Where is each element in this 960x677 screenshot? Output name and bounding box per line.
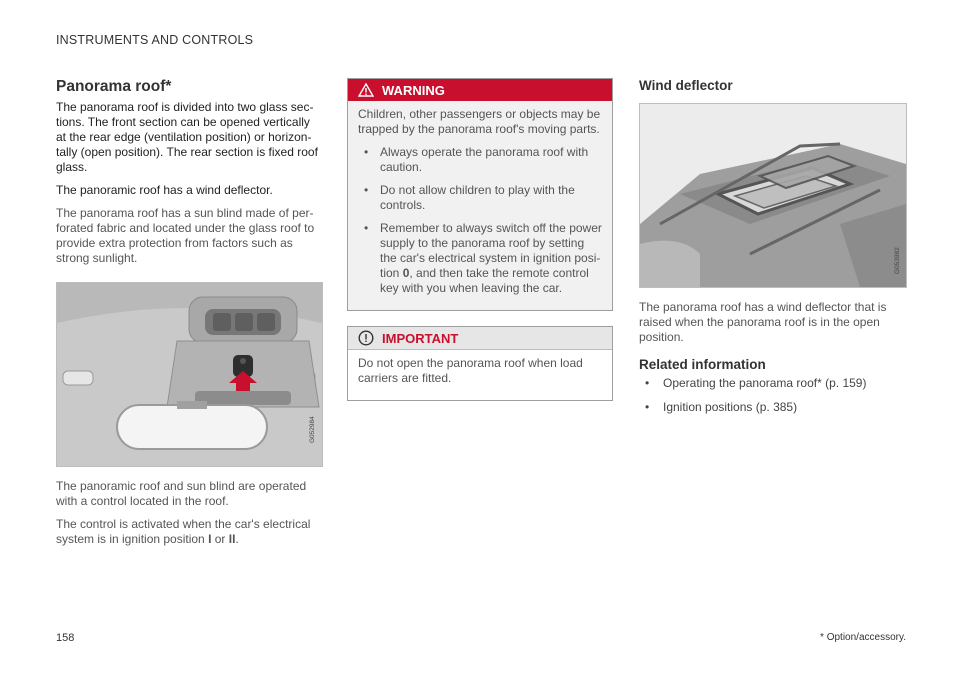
related-information-title: Related information [639, 357, 766, 372]
important-header [348, 327, 612, 350]
link-operating-panorama-roof[interactable]: Operating the panorama roof* (p. 159) [663, 376, 867, 390]
related-links [639, 376, 907, 415]
running-header: INSTRUMENTS AND CONTROLS [56, 33, 254, 47]
related-link-item [639, 376, 907, 391]
warning-intro: Children, other passengers or objects may be trapped by the panorama roof's moving parts. [358, 107, 601, 136]
warning-triangle-icon [358, 83, 374, 97]
wind-deflector-note: The panoramic roof has a wind deflector. [56, 183, 273, 197]
car-roof-drawing [640, 104, 906, 287]
figure-code: G053982 [894, 247, 901, 274]
link-ignition-positions[interactable]: Ignition positions (p. 385) [663, 400, 798, 414]
warning-bullet: • Remember to always switch off the power supply to the panorama roof by setting the car's electrical system in ignition posi-tion 0, and then take the remote control key with you when leaving the car. [358, 221, 602, 296]
page-number: 158 [56, 632, 75, 644]
important-text: Do not open the panorama roof when load carriers are fitted. [358, 356, 583, 385]
ignition-position-0: 0 [402, 266, 410, 280]
control-caption: The panoramic roof and sun blind are operated with a control located in the roof. [56, 479, 307, 508]
roof-console-illustration [56, 282, 323, 467]
section-title: Panorama roof* [56, 78, 172, 95]
warning-header [348, 79, 612, 101]
sun-blind-paragraph: The panorama roof has a sun blind made of per-forated fabric and located under the glass roof to provide extra protection from factors such as strong sunlight. [56, 206, 315, 265]
ignition-position-ii: II [228, 532, 236, 546]
important-title: IMPORTANT [382, 330, 459, 346]
warning-body [348, 101, 612, 310]
footnote: * Option/accessory. [820, 632, 906, 643]
ignition-position-i: I [208, 532, 212, 546]
wind-deflector-illustration [639, 103, 907, 288]
roof-console-drawing [57, 283, 322, 466]
ignition-caption: The control is activated when the car's electrical system is in ignition position I or II. [56, 517, 311, 546]
warning-bullet: • Do not allow children to play with the controls. [358, 183, 602, 213]
related-link-item [639, 400, 907, 415]
warning-bullet: • Always operate the panorama roof with caution. [358, 145, 602, 175]
column-panorama-roof [56, 78, 322, 555]
wind-deflector-caption: The panorama roof has a wind deflector that is raised when the panorama roof is in the open position. [639, 300, 887, 344]
important-box [347, 326, 613, 401]
important-body [348, 350, 612, 400]
warning-list [358, 145, 602, 296]
exclamation-circle-icon [358, 330, 374, 346]
warning-box [347, 78, 613, 311]
column-wind-deflector [639, 78, 907, 424]
column-notices [347, 78, 613, 401]
wind-deflector-title: Wind deflector [639, 78, 733, 93]
warning-title: WARNING [382, 82, 445, 98]
intro-paragraph: The panorama roof is divided into two glass sec-tions. The front section can be opened vertically at the rear edge (ventilation position) or horizon-tally (open position). The rear section is fixed roof glass. [56, 100, 318, 174]
figure-code: G052984 [309, 416, 316, 443]
